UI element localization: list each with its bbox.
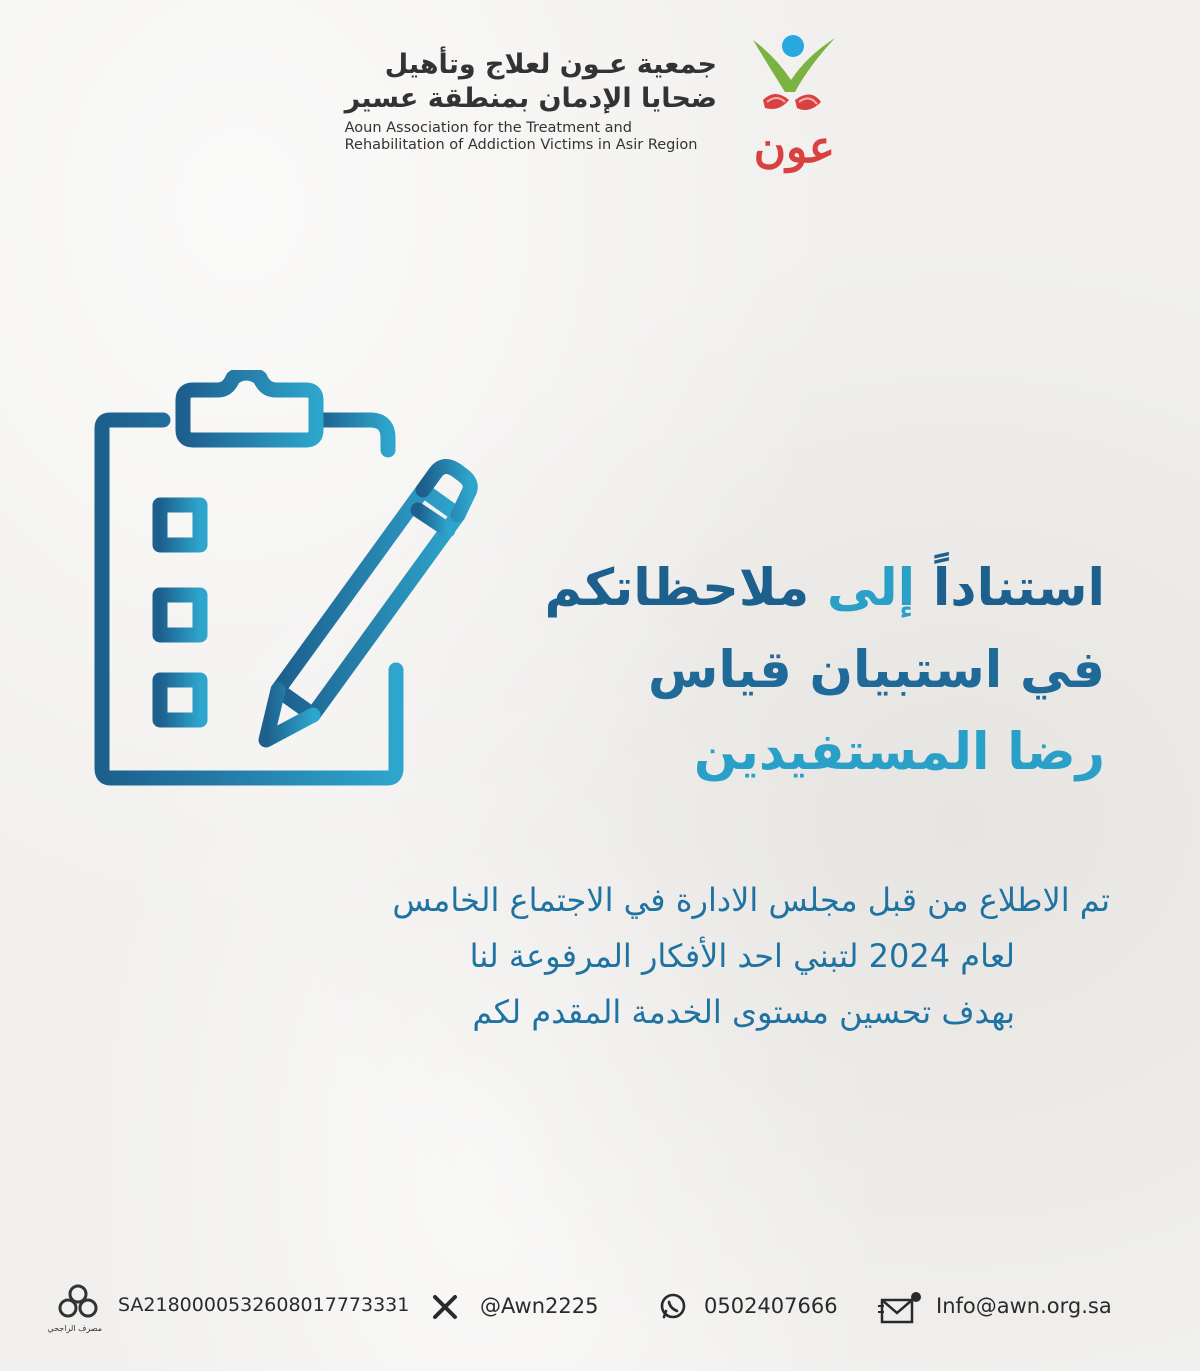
headline-word2: إلى <box>826 559 916 618</box>
logo-word: عون <box>753 122 835 173</box>
body-line3: بهدف تحسين مستوى الخدمة المقدم لكم <box>472 993 1015 1031</box>
x-logo-icon[interactable] <box>432 1294 458 1324</box>
logo-emblem-icon <box>723 30 845 130</box>
header <box>344 30 845 175</box>
x-handle[interactable]: @Awn2225 <box>480 1294 599 1318</box>
headline-line3: رضا المستفيدين <box>693 723 1105 782</box>
headline-word1: استناداً <box>932 559 1105 618</box>
headline-line1 <box>544 548 1105 630</box>
clipboard-checklist-pencil-icon <box>88 370 488 800</box>
brand-name-en-line2: Rehabilitation of Addiction Victims in Asir Region <box>344 137 698 153</box>
aoun-logo <box>723 30 845 175</box>
body-line1: تم الاطلاع من قبل مجلس الادارة في الاجتماع الخامس <box>392 881 1110 919</box>
brand-text <box>345 48 717 154</box>
footer-contact-bar <box>40 1282 1150 1342</box>
brand-name-en-line1: Aoun Association for the Treatment and <box>344 120 632 136</box>
whatsapp-icon[interactable] <box>658 1292 688 1326</box>
email-address[interactable]: Info@awn.org.sa <box>936 1294 1112 1318</box>
brand-name-ar-line1: جمعية عـون لعلاج وتأهيل <box>384 49 717 80</box>
headline-word3: ملاحظاتكم <box>544 559 810 618</box>
whatsapp-number[interactable]: 0502407666 <box>704 1294 838 1318</box>
headline <box>544 548 1105 794</box>
email-icon[interactable] <box>878 1290 922 1330</box>
iban-text: SA2180000532608017773331 <box>118 1294 410 1316</box>
bank-logo-icon <box>47 1284 102 1336</box>
brand-name-ar-line2: ضحايا الإدمان بمنطقة عسير <box>344 83 717 114</box>
body-line2: لعام 2024 لتبني احد الأفكار المرفوعة لنا <box>469 937 1015 975</box>
body-text <box>392 872 1110 1040</box>
headline-line2: في استبيان قياس <box>647 641 1105 700</box>
bank-name: مصرف الراجحي <box>47 1324 102 1333</box>
